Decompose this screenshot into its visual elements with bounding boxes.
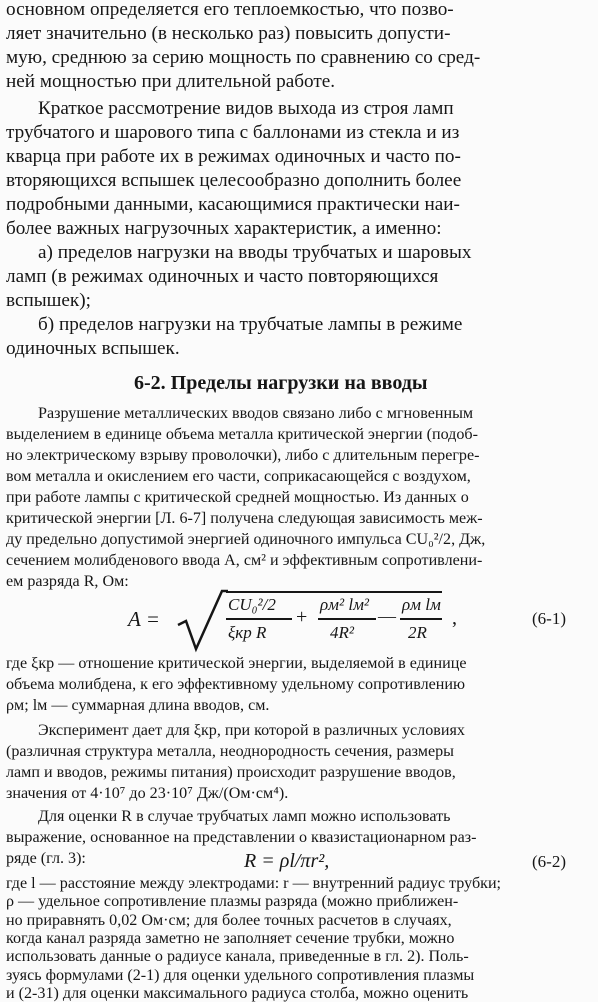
formula-lhs: A = xyxy=(128,607,160,631)
text-line: когда канал разряда заметно не заполняет сечение трубки, можно xyxy=(6,929,455,947)
text-line: сечением молибденового ввода A, см² и эффективным сопротивлени- xyxy=(6,552,483,569)
text-line: Разрушение металлических вводов связано либо с мгновенным xyxy=(38,405,474,422)
plus-sign: + xyxy=(296,606,308,628)
text-line: где l — расстояние между электродами: r — внутренний радиус трубки; xyxy=(6,875,502,892)
text-line: ряде (гл. 3): xyxy=(6,850,86,867)
radical-sign xyxy=(176,587,228,651)
text-line: при работе лампы с критической средней мощностью. Из данных о xyxy=(6,489,469,506)
text-line: ней мощностью при длительной работе. xyxy=(6,71,336,92)
text-line: мую, среднюю за серию мощность по сравнению со сред- xyxy=(6,47,481,68)
term-2-denominator: 4R² xyxy=(330,623,354,642)
text-line: Краткое рассмотрение видов выхода из строя ламп xyxy=(38,98,454,119)
text-line: Эксперимент дает для ξкр, при которой в различных условиях xyxy=(38,722,465,739)
text-line: вторяющихся вспышек целесообразно дополнить более xyxy=(6,170,462,191)
formula-6-2: R = ρl/πr², xyxy=(244,850,330,872)
text-line: ем разряда R, Ом: xyxy=(6,573,129,590)
text-line: основном определяется его теплоемкостью, что позво- xyxy=(6,0,454,20)
text-line: значения от 4·10⁷ до 23·10⁷ Дж/(Ом·см⁴). xyxy=(6,785,289,802)
formula-comma: , xyxy=(452,607,457,629)
text-line: подробными данными, касающимися практически наи- xyxy=(6,194,460,215)
text-line: выражение, основанное на представлении о квазистационарном раз- xyxy=(6,829,477,846)
radical-overbar xyxy=(226,591,442,593)
text-line: и (2-31) для оценки максимального радиуса столба, можно оценить xyxy=(6,984,469,1002)
text-line: кварца при работе их в режимах одиночных и часто по- xyxy=(6,146,461,167)
list-item: б) пределов нагрузки на трубчатые лампы в режиме xyxy=(38,314,463,335)
text-line: ρ — удельное сопротивление плазмы разряда (можно приближен- xyxy=(6,893,459,911)
text-line: ρм; lм — суммарная длина вводов, см. xyxy=(6,697,270,714)
text-line: (различная структура металла, неоднородность сечения, размеры xyxy=(6,743,454,760)
text-line: объема молибдена, к его эффективному удельному сопротивлению xyxy=(6,676,466,693)
term-3-denominator: 2R xyxy=(408,623,427,642)
term-1-fraction-bar xyxy=(226,618,292,620)
term-1-numerator: CU₀²/2 xyxy=(228,595,276,614)
text-line: где ξкр — отношение критической энергии, выделяемой в единице xyxy=(6,655,467,672)
formula-6-1 xyxy=(0,585,598,655)
text-line: одиночных вспышек. xyxy=(6,338,180,359)
text-line: но электрическому взрыву проволочки), либо с длительным перегре- xyxy=(6,447,480,464)
text-line: ламп и вводов, режимы питания) происходит разрушение вводов, xyxy=(6,764,456,781)
text-line: ду предельно допустимой энергией одиночного импульса CU₀²/2, Дж, xyxy=(6,531,486,548)
text-line: использовать данные о радиусе канала, приведенные в гл. 2). Поль- xyxy=(6,948,469,966)
text-line: более важных нагрузочных характеристик, а именно: xyxy=(6,218,442,239)
text-line: вспышек); xyxy=(6,290,91,311)
term-1-denominator: ξкр R xyxy=(228,623,267,642)
text-line: критической энергии [Л. 6-7] получена следующая зависимость меж- xyxy=(6,510,483,527)
text-line: ляет значительно (в несколько раз) повысить допусти- xyxy=(6,23,451,44)
text-line: зуясь формулами (2-1) для оценки удельного сопротивления плазмы xyxy=(6,966,475,984)
list-item: а) пределов нагрузки на вводы трубчатых и шаровых xyxy=(38,242,472,263)
term-2-numerator: ρм² lм² xyxy=(320,595,370,614)
section-heading: 6-2. Пределы нагрузки на вводы xyxy=(134,372,428,394)
term-3-fraction-bar xyxy=(400,618,442,620)
text-line: выделением в единице объема металла критической энергии (подоб- xyxy=(6,426,478,443)
text-line: вом металла и окислением его части, соприкасающейся с воздухом, xyxy=(6,468,471,485)
equation-number: (6-2) xyxy=(532,852,566,871)
text-line: трубчатого и шарового типа с баллонами из стекла и из xyxy=(6,122,460,143)
text-line: Для оценки R в случае трубчатых ламп можно использовать xyxy=(38,808,451,825)
term-2-fraction-bar xyxy=(318,618,376,620)
minus-sign: — xyxy=(378,606,396,626)
term-3-numerator: ρм lм xyxy=(402,595,441,614)
text-line: ламп (в режимах одиночных и часто повторяющихся xyxy=(6,266,439,287)
text-line: но приравнять 0,02 Ом·см; для более точных расчетов в случаях, xyxy=(6,911,452,929)
equation-number: (6-1) xyxy=(532,609,566,628)
